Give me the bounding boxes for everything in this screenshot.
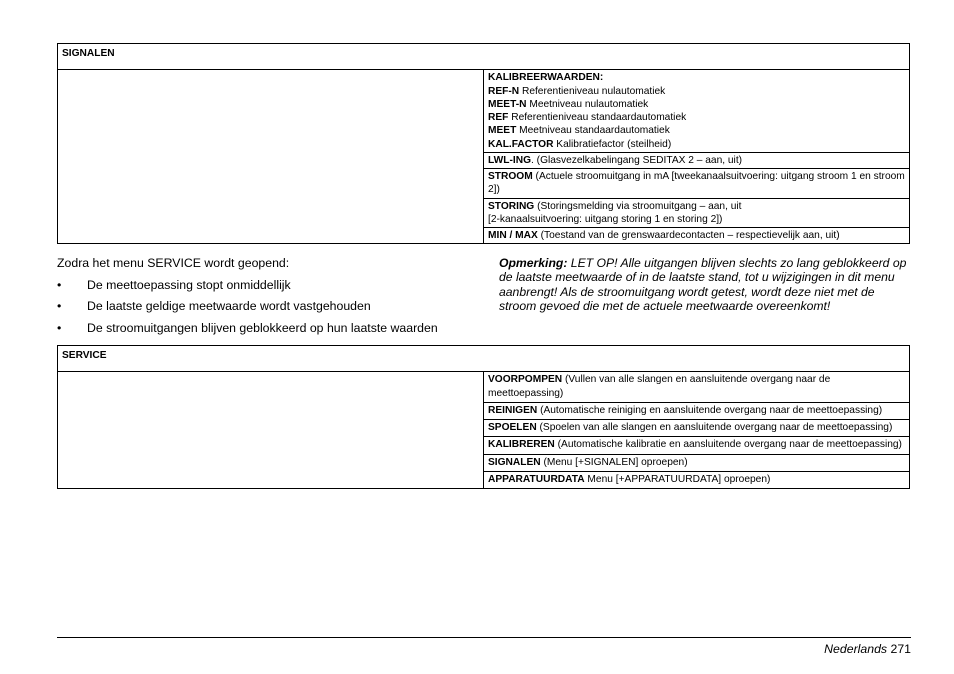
menu-desc: (Automatische kalibratie en aansluitende overgang naar de meettoepassing)	[554, 439, 902, 451]
signalen-table	[57, 43, 910, 244]
menu-desc: Referentieniveau nulautomatiek	[519, 85, 666, 97]
menu-term: MIN / MAX	[488, 230, 538, 241]
list-item	[57, 299, 477, 315]
menu-term: MEET	[488, 125, 517, 137]
menu-term: LWL-ING	[488, 154, 532, 166]
service-intro	[57, 256, 477, 342]
menu-desc: Kalibratiefactor (steilheid)	[553, 138, 672, 150]
menu-term: KAL.FACTOR	[488, 138, 554, 150]
bullet-list	[57, 278, 477, 337]
menu-term: APPARATUURDATA	[488, 473, 585, 485]
service-row-spoelen	[484, 420, 910, 437]
menu-desc: (Storingsmelding via stroomuitgang – aan, uit	[534, 200, 742, 212]
footer-language: Nederlands	[824, 642, 888, 656]
table-line	[488, 111, 905, 124]
menu-term: REINIGEN	[488, 404, 538, 416]
signalen-row-min-max	[484, 228, 910, 244]
page-footer	[824, 642, 911, 656]
menu-desc: . (Glasvezelkabelingang SEDITAX 2 – aan, uit)	[531, 154, 743, 166]
signalen-row-kalibreerwaarden	[484, 70, 910, 153]
table-line	[488, 85, 905, 98]
service-table	[57, 345, 910, 489]
note-label: Opmerking:	[499, 256, 568, 270]
footer-divider	[57, 637, 911, 638]
menu-term: VOORPOMPEN	[488, 374, 563, 386]
menu-desc: Menu [+APPARATUURDATA] oproepen)	[584, 473, 771, 485]
table-line	[488, 170, 905, 197]
table-line	[488, 71, 905, 84]
menu-desc: (Toestand van de grenswaardecontacten – respectievelijk aan, uit)	[537, 230, 840, 241]
menu-desc: Meetniveau standaardautomatiek	[516, 125, 670, 137]
table-line	[488, 98, 905, 111]
menu-desc: (Automatische reiniging en aansluitende overgang naar de meettoepassing)	[537, 404, 883, 416]
menu-desc: (Actuele stroomuitgang in mA [tweekanaalsuitvoering: uitgang stroom 1 en stroom 2])	[488, 171, 905, 196]
bullet-icon: •	[57, 320, 62, 335]
service-row-voorpompen	[484, 372, 910, 403]
service-row-reinigen	[484, 402, 910, 419]
signalen-row-lwl-ing	[484, 152, 910, 168]
list-item-text: De stroomuitgangen blijven geblokkeerd op hun laatste waarden	[87, 320, 438, 335]
signalen-row-stroom	[484, 169, 910, 199]
menu-desc: (Spoelen van alle slangen en aansluitende overgang naar de meettoepassing)	[536, 422, 893, 433]
table-line	[488, 213, 905, 226]
list-item	[57, 321, 477, 337]
service-table-title: SERVICE	[58, 346, 910, 372]
bullet-icon: •	[57, 299, 62, 314]
menu-term: KALIBREREN	[488, 439, 555, 451]
bullet-icon: •	[57, 277, 62, 292]
menu-term: STROOM	[488, 171, 533, 182]
menu-term: REF-N	[488, 85, 520, 97]
table-line	[488, 138, 905, 151]
menu-term: STORING	[488, 200, 535, 212]
menu-desc: Meetniveau nulautomatiek	[526, 98, 649, 110]
service-row-apparatuurdata	[484, 471, 910, 488]
menu-desc: (Menu [+SIGNALEN] oproepen)	[540, 456, 688, 468]
menu-term: KALIBREERWAARDEN:	[488, 72, 604, 84]
menu-term: SPOELEN	[488, 422, 537, 433]
note-text: LET OP! Alle uitgangen blijven slechts zo lang geblokkeerd op de laatste meetwaarde of in de laatste stand, tot u wijzigingen in dit menu aanbrengt! Als de stroomuitgang wordt getest, wordt deze niet met de stroom gevoed die met de actuele meetwaarde overeenkomt!	[499, 256, 907, 314]
menu-desc: [2-kanaalsuitvoering: uitgang storing 1 en storing 2])	[488, 213, 723, 225]
signalen-indent-cell	[58, 70, 484, 244]
list-item-text: De meettoepassing stopt onmiddellijk	[87, 277, 291, 292]
signalen-table-title: SIGNALEN	[58, 44, 910, 70]
list-item-text: De laatste geldige meetwaarde wordt vastgehouden	[87, 299, 371, 314]
service-row-signalen	[484, 454, 910, 471]
service-indent-cell	[58, 372, 484, 489]
menu-term: REF	[488, 112, 509, 123]
menu-desc: (Vullen van alle slangen en aansluitende overgang naar de meettoepassing)	[488, 374, 831, 399]
menu-term: MEET-N	[488, 98, 527, 110]
menu-desc: Referentieniveau standaardautomatiek	[508, 112, 687, 123]
note-paragraph	[499, 256, 911, 314]
page-number: 271	[887, 642, 911, 656]
table-line	[488, 154, 905, 167]
service-row-kalibreren	[484, 437, 910, 454]
table-line	[488, 229, 905, 242]
list-item	[57, 278, 477, 294]
menu-term: SIGNALEN	[488, 456, 541, 468]
intro-text: Zodra het menu SERVICE wordt geopend:	[57, 256, 290, 270]
signalen-row-storing	[484, 198, 910, 228]
table-line	[488, 124, 905, 137]
table-line	[488, 200, 905, 213]
